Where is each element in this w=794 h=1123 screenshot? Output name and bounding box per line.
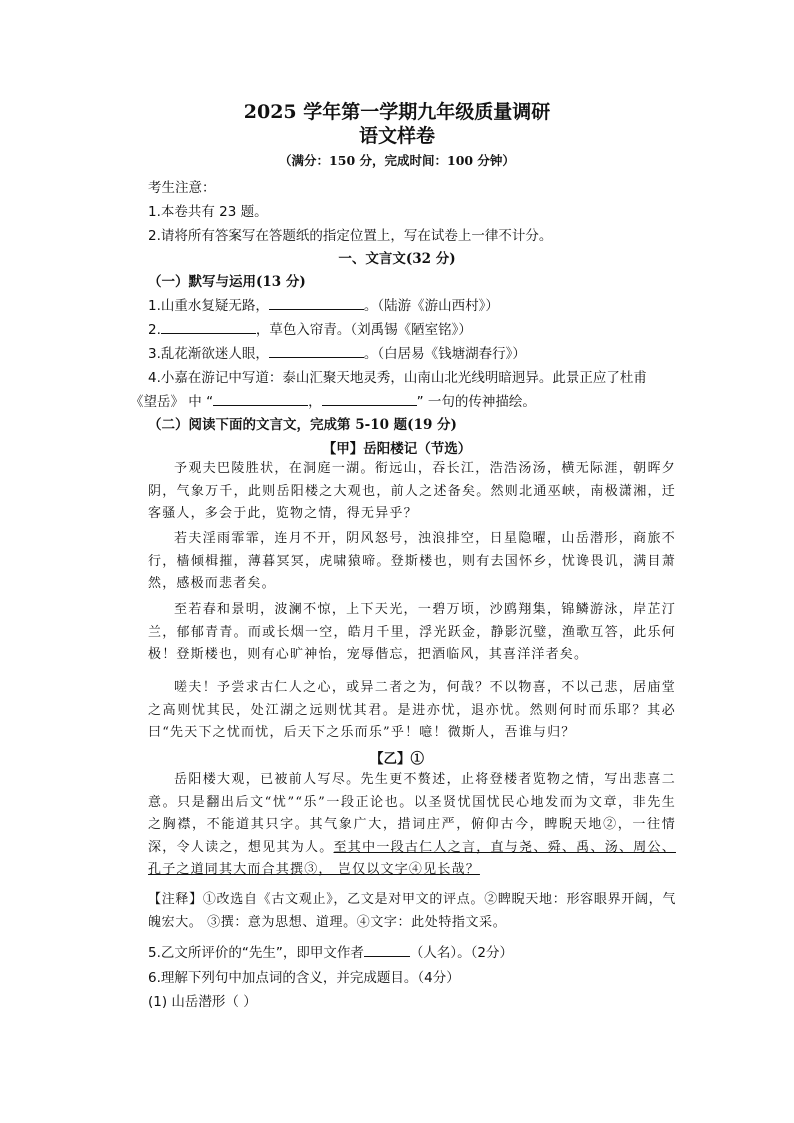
question-4-prefix: 《望岳》 中 “ xyxy=(130,394,214,410)
notice-label: 考生注意： xyxy=(148,180,216,196)
question-5-suffix: （人名）。（2分） xyxy=(409,945,513,961)
question-5 xyxy=(148,941,513,961)
passage-a-paragraph-4: 嗟夫！予尝求古仁人之心，或异二者之为，何哉？不以物喜，不以己悲，居庙堂之高则忧其民，处江湖之远则忧其君。是进亦忧，退亦忧。然则何时而乐耶？其必曰“先天下之忧而忧，后天下之乐而乐”乎！噫！微斯人，吾谁与归？ xyxy=(148,680,676,740)
notice-item-2: 2.请将所有答案写在答题纸的指定位置上，写在试卷上一律不计分。 xyxy=(148,228,553,244)
answer-blank xyxy=(213,391,308,406)
passage-b-heading: 【乙】① xyxy=(370,751,424,767)
passage-a-paragraph-3: 至若春和景明，波澜不惊，上下天光，一碧万顷，沙鸥翔集，锦鳞游泳，岸芷汀兰，郁郁青青。而或长烟一空，皓月千里，浮光跃金，静影沉璧，渔歌互答，此乐何极！登斯楼也，则有心旷神怡，宠辱偕忘，把酒临风，其喜洋洋者矣。 xyxy=(148,602,676,662)
question-2-prefix: 2. xyxy=(148,322,161,338)
passage-a-paragraph-2: 若夫淫雨霏霏，连月不开，阴风怒号，浊浪排空，日星隐曜，山岳潜形，商旅不行，樯倾楫摧，薄暮冥冥，虎啸猿啼。登斯楼也，则有去国怀乡，忧谗畏讥，满目萧然，感极而悲者矣。 xyxy=(148,531,676,591)
question-4-comma: ， xyxy=(308,394,322,410)
question-1-suffix: 。（陆游《游山西村》） xyxy=(363,298,499,314)
question-5-prefix: 5.乙文所评价的“先生”，即甲文作者 xyxy=(148,945,364,961)
part-2-heading: （二）阅读下面的文言文，完成第 5-10 题(19 分) xyxy=(148,417,457,433)
question-1 xyxy=(148,294,499,314)
question-6: 6.理解下列句中加点词的含义，并完成题目。（4分） xyxy=(148,970,460,986)
exam-subject-title: 语文样卷 xyxy=(358,125,435,147)
question-2-suffix: ，草色入帘青。（刘禹锡《陋室铭》） xyxy=(255,322,472,338)
question-1-prefix: 1.山重水复疑无路， xyxy=(148,298,269,314)
passage-a-heading: 【甲】岳阳楼记（节选） xyxy=(322,441,472,457)
question-3-suffix: 。（白居易《钱塘湖春行》） xyxy=(363,346,526,362)
exam-title: 2025 学年第一学期九年级质量调研 xyxy=(243,101,551,123)
question-4-line-2 xyxy=(130,390,536,410)
passage-a-paragraph-1: 予观夫巴陵胜状，在洞庭一湖。衔远山，吞长江，浩浩汤汤，横无际涯，朝晖夕阴，气象万千，此则岳阳楼之大观也，前人之述备矣。然则北通巫峡，南极潇湘，迁客骚人，多会于此，览物之情，得无异乎？ xyxy=(148,461,676,521)
section-1-heading: 一、文言文(32 分) xyxy=(338,251,456,267)
passage-b-underlined-text: 至其中一段古仁人之言，直与尧、舜、禹、汤、周公、孔子之道同其大而合其撰③， 岂仅以文字④见长哉？ xyxy=(148,839,676,877)
answer-blank xyxy=(269,295,364,310)
notice-item-1: 1.本卷共有 23 题。 xyxy=(148,204,268,220)
answer-blank xyxy=(364,942,410,957)
answer-blank xyxy=(161,319,256,334)
question-2 xyxy=(148,318,472,338)
annotations: 【注释】①改选自《古文观止》，乙文是对甲文的评点。②睥睨天地：形容眼界开阔，气魄宏大。 ③撰：意为思想、道理。④文字：此处特指文采。 xyxy=(148,892,676,930)
answer-blank xyxy=(269,343,364,358)
question-4-suffix: ” 一句的传神描绘。 xyxy=(416,394,536,410)
exam-meta: （满分：150 分，完成时间：100 分钟） xyxy=(279,153,515,168)
part-1-heading: （一）默写与运用(13 分) xyxy=(148,274,306,290)
question-3-prefix: 3.乱花渐欲迷人眼， xyxy=(148,346,269,362)
passage-b-paragraph xyxy=(148,769,676,882)
question-4-line-1: 4.小嘉在游记中写道：泰山汇聚天地灵秀，山南山北光线明暗迥异。此景正应了杜甫 xyxy=(148,370,647,386)
question-6-item-1: (1) 山岳潜形（ ） xyxy=(148,994,257,1010)
question-3 xyxy=(148,342,526,362)
passage-b-text: 岳阳楼大观，已被前人写尽。先生更不赘述，止将登楼者览物之情，写出悲喜二意。只是翻出后文“忧”“乐”一段正论也。以圣贤忧国忧民心地发而为文章，非先生之胸襟，不能道其只字。其气象广大，措词庄严，俯仰古今，睥睨天地②，一往情深，令人读之，想见其为人。 xyxy=(148,772,676,855)
answer-blank xyxy=(322,391,417,406)
